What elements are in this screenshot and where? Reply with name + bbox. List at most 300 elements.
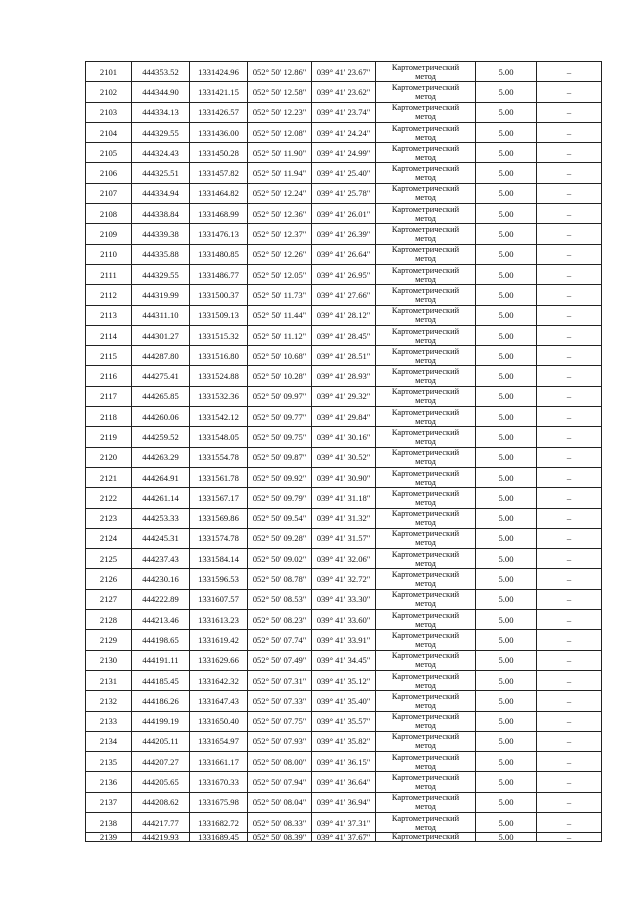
method-line1: Картометрический: [391, 468, 460, 478]
method-cell: [376, 752, 476, 772]
x-coordinate-cell: 444237.43: [132, 549, 190, 569]
point-number-cell: 2129: [86, 630, 132, 650]
method-line1: Картометрический: [391, 285, 460, 295]
x-coordinate-cell: 444265.85: [132, 386, 190, 406]
latitude-cell: 052° 50' 12.08": [248, 122, 312, 142]
table-row: [86, 610, 602, 630]
accuracy-cell: 5.00: [476, 102, 537, 122]
table-row: [86, 528, 602, 548]
latitude-cell: 052° 50' 09.79": [248, 488, 312, 508]
latitude-cell: 052° 50' 08.78": [248, 569, 312, 589]
method-cell: [376, 711, 476, 731]
longitude-cell: 039° 41' 31.18": [312, 488, 376, 508]
point-number-cell: 2115: [86, 346, 132, 366]
y-coordinate-cell: 1331424.96: [190, 62, 248, 82]
longitude-cell: 039° 41' 35.82": [312, 731, 376, 751]
method-cell: [376, 163, 476, 183]
latitude-cell: 052° 50' 09.97": [248, 386, 312, 406]
method-line1: Картометрический: [391, 671, 460, 681]
method-line2: метод: [415, 376, 436, 386]
method-line1: Картометрический: [391, 691, 460, 701]
note-cell: –: [537, 467, 602, 487]
method-cell: [376, 82, 476, 102]
method-line1: Картометрический: [391, 143, 460, 153]
longitude-cell: 039° 41' 35.12": [312, 670, 376, 690]
latitude-cell: 052° 50' 09.54": [248, 508, 312, 528]
x-coordinate-cell: 444263.29: [132, 447, 190, 467]
latitude-cell: 052° 50' 12.86": [248, 62, 312, 82]
latitude-cell: 052° 50' 09.92": [248, 467, 312, 487]
x-coordinate-cell: 444217.77: [132, 812, 190, 832]
table-row: [86, 204, 602, 224]
point-number-cell: 2121: [86, 467, 132, 487]
longitude-cell: 039° 41' 29.32": [312, 386, 376, 406]
method-line2: метод: [415, 518, 436, 528]
method-cell: [376, 528, 476, 548]
longitude-cell: 039° 41' 33.60": [312, 610, 376, 630]
table-row: [86, 102, 602, 122]
y-coordinate-cell: 1331436.00: [190, 122, 248, 142]
point-number-cell: 2125: [86, 549, 132, 569]
longitude-cell: 039° 41' 36.64": [312, 772, 376, 792]
accuracy-cell: 5.00: [476, 731, 537, 751]
note-cell: –: [537, 630, 602, 650]
note-cell: –: [537, 772, 602, 792]
accuracy-cell: 5.00: [476, 752, 537, 772]
method-cell: [376, 833, 476, 842]
point-number-cell: 2128: [86, 610, 132, 630]
note-cell: –: [537, 447, 602, 467]
method-line1: Картометрический: [391, 832, 460, 842]
longitude-cell: 039° 41' 37.31": [312, 812, 376, 832]
latitude-cell: 052° 50' 12.36": [248, 204, 312, 224]
method-cell: [376, 447, 476, 467]
latitude-cell: 052° 50' 10.28": [248, 366, 312, 386]
accuracy-cell: 5.00: [476, 264, 537, 284]
latitude-cell: 052° 50' 10.68": [248, 346, 312, 366]
method-cell: [376, 427, 476, 447]
longitude-cell: 039° 41' 29.84": [312, 407, 376, 427]
point-number-cell: 2139: [86, 833, 132, 842]
accuracy-cell: 5.00: [476, 488, 537, 508]
x-coordinate-cell: 444329.55: [132, 122, 190, 142]
method-line2: метод: [415, 71, 436, 81]
method-line2: метод: [415, 234, 436, 244]
method-cell: [376, 386, 476, 406]
table-row: [86, 346, 602, 366]
method-line2: метод: [415, 193, 436, 203]
method-line2: метод: [415, 91, 436, 101]
x-coordinate-cell: 444287.80: [132, 346, 190, 366]
point-number-cell: 2106: [86, 163, 132, 183]
y-coordinate-cell: 1331468.99: [190, 204, 248, 224]
method-line1: Картометрический: [391, 184, 460, 194]
x-coordinate-cell: 444334.94: [132, 183, 190, 203]
table-row: [86, 325, 602, 345]
table-row: [86, 82, 602, 102]
point-number-cell: 2127: [86, 589, 132, 609]
point-number-cell: 2110: [86, 244, 132, 264]
table-row: [86, 772, 602, 792]
method-line1: Картометрический: [391, 123, 460, 133]
y-coordinate-cell: 1331548.05: [190, 427, 248, 447]
method-line1: Картометрический: [391, 793, 460, 803]
note-cell: –: [537, 325, 602, 345]
y-coordinate-cell: 1331532.36: [190, 386, 248, 406]
method-line2: метод: [415, 761, 436, 771]
note-cell: –: [537, 82, 602, 102]
table-row: [86, 366, 602, 386]
point-number-cell: 2130: [86, 650, 132, 670]
note-cell: –: [537, 508, 602, 528]
note-cell: –: [537, 183, 602, 203]
note-cell: –: [537, 285, 602, 305]
point-number-cell: 2134: [86, 731, 132, 751]
point-number-cell: 2101: [86, 62, 132, 82]
method-line2: метод: [415, 599, 436, 609]
latitude-cell: 052° 50' 09.02": [248, 549, 312, 569]
latitude-cell: 052° 50' 09.77": [248, 407, 312, 427]
y-coordinate-cell: 1331509.13: [190, 305, 248, 325]
accuracy-cell: 5.00: [476, 630, 537, 650]
table-row: [86, 711, 602, 731]
accuracy-cell: 5.00: [476, 244, 537, 264]
method-cell: [376, 264, 476, 284]
table-row: [86, 691, 602, 711]
x-coordinate-cell: 444311.10: [132, 305, 190, 325]
note-cell: –: [537, 224, 602, 244]
x-coordinate-cell: 444301.27: [132, 325, 190, 345]
latitude-cell: 052° 50' 09.28": [248, 528, 312, 548]
latitude-cell: 052° 50' 08.04": [248, 792, 312, 812]
method-line1: Картометрический: [391, 265, 460, 275]
method-cell: [376, 467, 476, 487]
accuracy-cell: 5.00: [476, 305, 537, 325]
method-line1: Картометрический: [391, 225, 460, 235]
y-coordinate-cell: 1331500.37: [190, 285, 248, 305]
x-coordinate-cell: 444205.11: [132, 731, 190, 751]
table-row: [86, 244, 602, 264]
longitude-cell: 039° 41' 31.32": [312, 508, 376, 528]
note-cell: –: [537, 812, 602, 832]
accuracy-cell: 5.00: [476, 467, 537, 487]
method-cell: [376, 589, 476, 609]
accuracy-cell: 5.00: [476, 224, 537, 244]
longitude-cell: 039° 41' 28.12": [312, 305, 376, 325]
y-coordinate-cell: 1331682.72: [190, 812, 248, 832]
accuracy-cell: 5.00: [476, 792, 537, 812]
method-cell: [376, 285, 476, 305]
point-number-cell: 2137: [86, 792, 132, 812]
latitude-cell: 052° 50' 11.73": [248, 285, 312, 305]
note-cell: –: [537, 569, 602, 589]
method-line1: Картометрический: [391, 610, 460, 620]
point-number-cell: 2105: [86, 143, 132, 163]
accuracy-cell: 5.00: [476, 407, 537, 427]
x-coordinate-cell: 444264.91: [132, 467, 190, 487]
y-coordinate-cell: 1331689.45: [190, 833, 248, 842]
x-coordinate-cell: 444191.11: [132, 650, 190, 670]
longitude-cell: 039° 41' 33.30": [312, 589, 376, 609]
table-row: [86, 163, 602, 183]
longitude-cell: 039° 41' 30.90": [312, 467, 376, 487]
table-row: [86, 285, 602, 305]
accuracy-cell: 5.00: [476, 508, 537, 528]
x-coordinate-cell: 444339.38: [132, 224, 190, 244]
method-cell: [376, 731, 476, 751]
longitude-cell: 039° 41' 24.24": [312, 122, 376, 142]
point-number-cell: 2136: [86, 772, 132, 792]
note-cell: –: [537, 264, 602, 284]
point-number-cell: 2133: [86, 711, 132, 731]
accuracy-cell: 5.00: [476, 62, 537, 82]
table-row: [86, 630, 602, 650]
table-row: [86, 569, 602, 589]
longitude-cell: 039° 41' 27.66": [312, 285, 376, 305]
point-number-cell: 2138: [86, 812, 132, 832]
point-number-cell: 2113: [86, 305, 132, 325]
longitude-cell: 039° 41' 24.99": [312, 143, 376, 163]
method-cell: [376, 244, 476, 264]
accuracy-cell: 5.00: [476, 691, 537, 711]
point-number-cell: 2135: [86, 752, 132, 772]
x-coordinate-cell: 444185.45: [132, 670, 190, 690]
method-cell: [376, 812, 476, 832]
method-line1: Картометрический: [391, 62, 460, 72]
longitude-cell: 039° 41' 34.45": [312, 650, 376, 670]
method-cell: [376, 143, 476, 163]
x-coordinate-cell: 444245.31: [132, 528, 190, 548]
point-number-cell: 2114: [86, 325, 132, 345]
y-coordinate-cell: 1331464.82: [190, 183, 248, 203]
x-coordinate-cell: 444261.14: [132, 488, 190, 508]
x-coordinate-cell: 444230.16: [132, 569, 190, 589]
method-line1: Картометрический: [391, 306, 460, 316]
x-coordinate-cell: 444335.88: [132, 244, 190, 264]
x-coordinate-cell: 444205.65: [132, 772, 190, 792]
y-coordinate-cell: 1331650.40: [190, 711, 248, 731]
longitude-cell: 039° 41' 23.67": [312, 62, 376, 82]
latitude-cell: 052° 50' 07.49": [248, 650, 312, 670]
table-row: [86, 386, 602, 406]
point-number-cell: 2102: [86, 82, 132, 102]
accuracy-cell: 5.00: [476, 549, 537, 569]
point-number-cell: 2109: [86, 224, 132, 244]
longitude-cell: 039° 41' 26.64": [312, 244, 376, 264]
accuracy-cell: 5.00: [476, 82, 537, 102]
x-coordinate-cell: 444324.43: [132, 143, 190, 163]
x-coordinate-cell: 444325.51: [132, 163, 190, 183]
latitude-cell: 052° 50' 11.90": [248, 143, 312, 163]
latitude-cell: 052° 50' 07.93": [248, 731, 312, 751]
latitude-cell: 052° 50' 11.12": [248, 325, 312, 345]
method-cell: [376, 183, 476, 203]
method-cell: [376, 508, 476, 528]
note-cell: –: [537, 62, 602, 82]
longitude-cell: 039° 41' 33.91": [312, 630, 376, 650]
x-coordinate-cell: 444259.52: [132, 427, 190, 447]
longitude-cell: 039° 41' 23.74": [312, 102, 376, 122]
method-cell: [376, 610, 476, 630]
coordinates-table: [85, 61, 602, 842]
method-line1: Картометрический: [391, 245, 460, 255]
method-line2: метод: [415, 538, 436, 548]
method-line2: метод: [415, 721, 436, 731]
method-line2: метод: [415, 782, 436, 792]
method-line2: метод: [415, 497, 436, 507]
y-coordinate-cell: 1331613.23: [190, 610, 248, 630]
table-row: [86, 305, 602, 325]
method-cell: [376, 792, 476, 812]
x-coordinate-cell: 444319.99: [132, 285, 190, 305]
method-line1: Картометрический: [391, 427, 460, 437]
accuracy-cell: 5.00: [476, 528, 537, 548]
point-number-cell: 2116: [86, 366, 132, 386]
table-row: [86, 752, 602, 772]
x-coordinate-cell: 444338.84: [132, 204, 190, 224]
method-line1: Картометрический: [391, 204, 460, 214]
method-line1: Картометрический: [391, 630, 460, 640]
x-coordinate-cell: 444329.55: [132, 264, 190, 284]
point-number-cell: 2120: [86, 447, 132, 467]
longitude-cell: 039° 41' 26.39": [312, 224, 376, 244]
method-line2: метод: [415, 274, 436, 284]
longitude-cell: 039° 41' 36.94": [312, 792, 376, 812]
method-line2: метод: [415, 639, 436, 649]
longitude-cell: 039° 41' 26.95": [312, 264, 376, 284]
note-cell: –: [537, 650, 602, 670]
note-cell: –: [537, 143, 602, 163]
method-line2: метод: [415, 315, 436, 325]
y-coordinate-cell: 1331619.42: [190, 630, 248, 650]
method-cell: [376, 650, 476, 670]
accuracy-cell: 5.00: [476, 772, 537, 792]
accuracy-cell: 5.00: [476, 143, 537, 163]
method-cell: [376, 204, 476, 224]
y-coordinate-cell: 1331426.57: [190, 102, 248, 122]
method-cell: [376, 488, 476, 508]
note-cell: –: [537, 528, 602, 548]
method-cell: [376, 305, 476, 325]
table-row: [86, 650, 602, 670]
method-line1: Картометрический: [391, 549, 460, 559]
method-line1: Картометрический: [391, 346, 460, 356]
y-coordinate-cell: 1331567.17: [190, 488, 248, 508]
longitude-cell: 039° 41' 28.93": [312, 366, 376, 386]
method-line2: метод: [415, 152, 436, 162]
note-cell: –: [537, 102, 602, 122]
y-coordinate-cell: 1331480.85: [190, 244, 248, 264]
table-row: [86, 407, 602, 427]
method-line1: Картометрический: [391, 367, 460, 377]
note-cell: –: [537, 244, 602, 264]
point-number-cell: 2126: [86, 569, 132, 589]
method-line2: метод: [415, 294, 436, 304]
method-line2: метод: [415, 335, 436, 345]
table-row: [86, 427, 602, 447]
note-cell: –: [537, 163, 602, 183]
note-cell: –: [537, 752, 602, 772]
y-coordinate-cell: 1331607.57: [190, 589, 248, 609]
note-cell: –: [537, 711, 602, 731]
table-row: [86, 488, 602, 508]
note-cell: –: [537, 305, 602, 325]
x-coordinate-cell: 444260.06: [132, 407, 190, 427]
note-cell: –: [537, 386, 602, 406]
method-cell: [376, 569, 476, 589]
accuracy-cell: 5.00: [476, 325, 537, 345]
y-coordinate-cell: 1331654.97: [190, 731, 248, 751]
x-coordinate-cell: 444198.65: [132, 630, 190, 650]
longitude-cell: 039° 41' 30.52": [312, 447, 376, 467]
longitude-cell: 039° 41' 36.15": [312, 752, 376, 772]
table-row: [86, 447, 602, 467]
method-cell: [376, 224, 476, 244]
method-line1: Картометрический: [391, 103, 460, 113]
table-row: [86, 589, 602, 609]
table-row: [86, 62, 602, 82]
note-cell: –: [537, 610, 602, 630]
note-cell: –: [537, 691, 602, 711]
table-row: [86, 812, 602, 832]
y-coordinate-cell: 1331515.32: [190, 325, 248, 345]
note-cell: –: [537, 549, 602, 569]
note-cell: –: [537, 346, 602, 366]
point-number-cell: 2123: [86, 508, 132, 528]
y-coordinate-cell: 1331542.12: [190, 407, 248, 427]
latitude-cell: 052° 50' 08.00": [248, 752, 312, 772]
latitude-cell: 052° 50' 08.39": [248, 833, 312, 842]
note-cell: –: [537, 731, 602, 751]
latitude-cell: 052° 50' 12.05": [248, 264, 312, 284]
method-cell: [376, 325, 476, 345]
x-coordinate-cell: 444186.26: [132, 691, 190, 711]
x-coordinate-cell: 444275.41: [132, 366, 190, 386]
latitude-cell: 052° 50' 07.33": [248, 691, 312, 711]
method-line1: Картометрический: [391, 509, 460, 519]
method-line2: метод: [415, 579, 436, 589]
longitude-cell: 039° 41' 32.72": [312, 569, 376, 589]
method-line1: Картометрический: [391, 752, 460, 762]
x-coordinate-cell: 444253.33: [132, 508, 190, 528]
method-line2: метод: [415, 558, 436, 568]
method-line2: метод: [415, 477, 436, 487]
note-cell: –: [537, 833, 602, 842]
x-coordinate-cell: 444207.27: [132, 752, 190, 772]
accuracy-cell: 5.00: [476, 670, 537, 690]
note-cell: –: [537, 670, 602, 690]
method-line2: метод: [415, 254, 436, 264]
y-coordinate-cell: 1331584.14: [190, 549, 248, 569]
x-coordinate-cell: 444334.13: [132, 102, 190, 122]
table-row: [86, 224, 602, 244]
accuracy-cell: 5.00: [476, 610, 537, 630]
table-row: [86, 143, 602, 163]
y-coordinate-cell: 1331561.78: [190, 467, 248, 487]
longitude-cell: 039° 41' 35.57": [312, 711, 376, 731]
latitude-cell: 052° 50' 07.31": [248, 670, 312, 690]
method-line2: метод: [415, 132, 436, 142]
note-cell: –: [537, 427, 602, 447]
accuracy-cell: 5.00: [476, 163, 537, 183]
y-coordinate-cell: 1331524.88: [190, 366, 248, 386]
accuracy-cell: 5.00: [476, 650, 537, 670]
table-row: [86, 467, 602, 487]
accuracy-cell: 5.00: [476, 569, 537, 589]
longitude-cell: 039° 41' 25.78": [312, 183, 376, 203]
latitude-cell: 052° 50' 09.87": [248, 447, 312, 467]
method-line1: Картометрический: [391, 488, 460, 498]
